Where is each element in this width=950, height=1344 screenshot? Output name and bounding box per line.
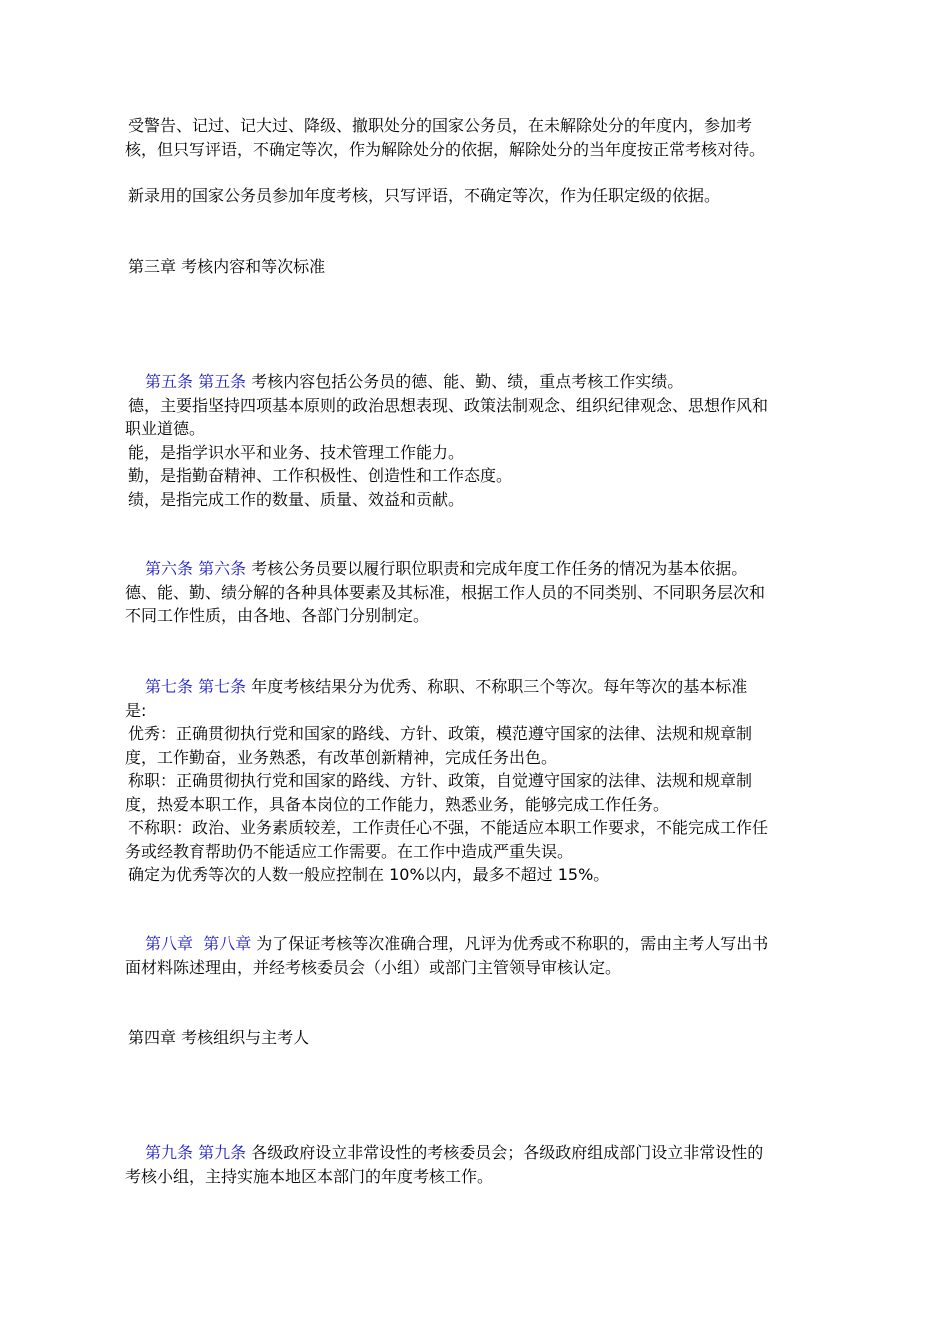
text-line: 度，热爱本职工作，具备本岗位的工作能力，熟悉业务，能够完成工作任务。 [125,794,670,814]
article-first-line [125,557,835,581]
article-number-link[interactable]: 第五条 [145,372,194,391]
article-number-link[interactable]: 第八章 [145,934,194,953]
text-line: 德、能、勤、绩分解的各种具体要素及其标准，根据工作人员的不同类别、不同职务层次和 [125,582,766,602]
chapter-4-heading: 第四章 考核组织与主考人 [128,1028,310,1047]
article-9 [125,1141,835,1188]
article-7 [125,675,835,887]
text-line: 考核小组，主持实施本地区本部门的年度考核工作。 [125,1166,494,1186]
text-line: 不同工作性质，由各地、各部门分别制定。 [125,606,430,625]
article-number-link[interactable]: 第七条 [145,677,194,696]
article-text: 考核公务员要以履行职位职责和完成年度工作任务的情况为基本依据。 [251,559,748,578]
paragraph-disciplined-civil-servants [125,114,835,161]
article-number-link[interactable]: 第六条 [198,559,247,578]
article-text: 考核内容包括公务员的德、能、勤、绩，重点考核工作实绩。 [251,372,684,391]
text-line: 德，主要指坚持四项基本原则的政治思想表现、政策法制观念、组织纪律观念、思想作风和 [128,395,769,415]
text-line: 确定为优秀等次的人数一般应控制在 10%以内，最多不超过 15%。 [128,865,610,884]
article-number-link[interactable]: 第八章 [203,934,252,953]
text-line: 优秀：正确贯彻执行党和国家的路线、方针、政策，模范遵守国家的法律、法规和规章制 [128,724,753,743]
article-number-link[interactable]: 第七条 [198,677,247,696]
text-line: 能，是指学识水平和业务、技术管理工作能力。 [128,442,465,462]
article-5 [125,370,835,511]
article-8 [125,932,835,979]
text-line: 职业道德。 [125,419,206,438]
article-first-line [125,932,835,956]
text-line: 度，工作勤奋，业务熟悉，有改革创新精神，完成任务出色。 [125,747,558,767]
text-line: 是: [125,700,147,720]
article-number-link[interactable]: 第六条 [145,559,194,578]
text-line: 勤，是指勤奋精神、工作积极性、创造性和工作态度。 [128,466,513,485]
article-first-line [125,1141,835,1165]
article-text: 为了保证考核等次准确合理，凡评为优秀或不称职的，需由主考人写出书 [256,934,769,953]
article-number-link[interactable]: 第九条 [145,1143,194,1162]
paragraph-new-recruits [125,184,835,208]
text-line: 新录用的国家公务员参加年度考核，只写评语，不确定等次，作为任职定级的依据。 [128,186,721,205]
article-first-line [125,675,835,699]
text-line: 受警告、记过、记大过、降级、撤职处分的国家公务员，在未解除处分的年度内，参加考 [128,116,753,135]
text-line: 面材料陈述理由，并经考核委员会（小组）或部门主管领导审核认定。 [125,957,622,977]
article-first-line [125,370,835,394]
text-line: 核，但只写评语，不确定等次，作为解除处分的依据，解除处分的当年度按正常考核对待。 [125,139,766,159]
article-number-link[interactable]: 第五条 [198,372,247,391]
article-6 [125,557,835,628]
article-text: 年度考核结果分为优秀、称职、不称职三个等次。每年等次的基本标准 [251,677,748,696]
text-line: 务或经教育帮助仍不能适应工作需要。在工作中造成严重失误。 [125,841,574,861]
chapter-3-heading: 第三章 考核内容和等次标准 [128,257,326,276]
text-line: 称职：正确贯彻执行党和国家的路线、方针、政策，自觉遵守国家的法律、法规和规章制 [128,771,753,790]
article-number-link[interactable]: 第九条 [198,1143,247,1162]
text-line: 不称职：政治、业务素质较差，工作责任心不强，不能适应本职工作要求，不能完成工作任 [128,818,769,837]
text-line: 绩，是指完成工作的数量、质量、效益和贡献。 [128,489,465,509]
article-text: 各级政府设立非常设性的考核委员会；各级政府组成部门设立非常设性的 [251,1143,764,1162]
